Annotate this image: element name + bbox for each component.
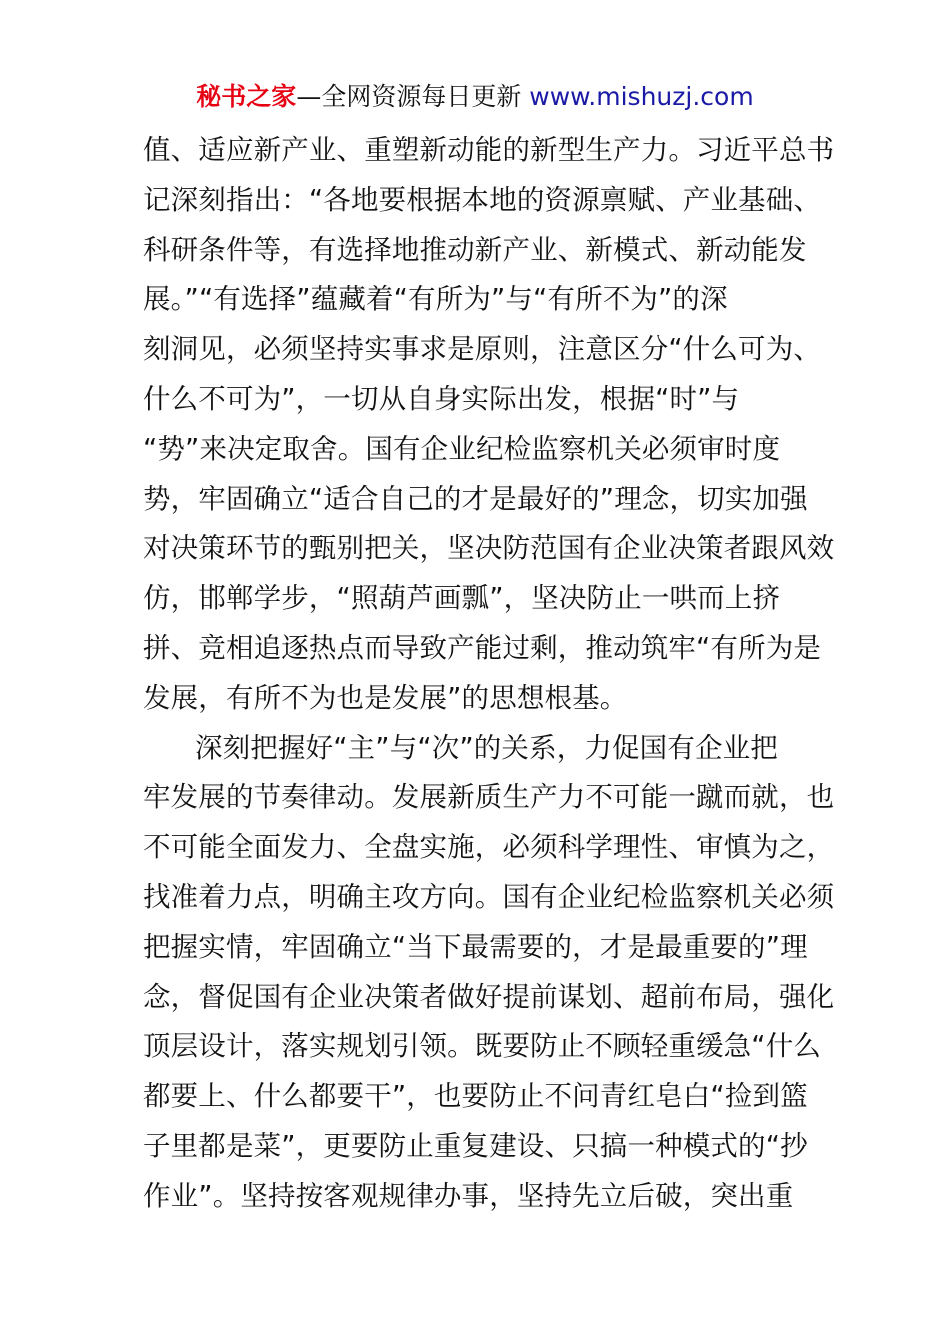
document-body — [143, 126, 835, 1222]
text-line: 值、适应新产业、重塑新动能的新型生产力。习近平总书 — [143, 134, 835, 166]
text-line: 子里都是菜”，更要防止重复建设、只搞一种模式的“抄 — [143, 1129, 808, 1162]
text-line: 科研条件等，有选择地推动新产业、新模式、新动能发 — [143, 233, 807, 266]
text-line: 找准着力点，明确主攻方向。国有企业纪检监察机关必须 — [143, 880, 835, 913]
text-line: 作业”。坚持按客观规律办事，坚持先立后破，突出重 — [143, 1179, 794, 1212]
text-line: 什么不可为”，一切从自身实际出发，根据“时”与 — [143, 382, 740, 415]
text-line: “势”来决定取舍。国有企业纪检监察机关必须审时度 — [143, 432, 781, 465]
text-line: 刻洞见，必须坚持实事求是原则，注意区分“什么可为、 — [143, 333, 821, 366]
text-line: 仿，邯郸学步，“照葫芦画瓢”，坚决防止一哄而上挤 — [143, 582, 781, 615]
text-line: 顶层设计，落实规划引领。既要防止不顾轻重缓急“什么 — [143, 1030, 821, 1063]
text-line: 念，督促国有企业决策者做好提前谋划、超前布局，强化 — [143, 980, 835, 1013]
text-line: 势，牢固确立“适合自己的才是最好的”理念，切实加强 — [143, 482, 808, 515]
text-line: 对决策环节的甄别把关，坚决防范国有企业决策者跟风效 — [143, 532, 835, 565]
site-header — [0, 80, 950, 114]
text-line: 展。”“有选择”蕴藏着“有所为”与“有所不为”的深 — [143, 283, 728, 316]
text-line: 都要上、什么都要干”，也要防止不问青红皂白“捡到篮 — [143, 1080, 808, 1113]
text-line: 牢发展的节奏律动。发展新质生产力不可能一蹴而就，也 — [143, 781, 835, 814]
site-brand: 秘书之家 — [196, 82, 297, 111]
paragraph-first-line: 深刻把握好“主”与“次”的关系，力促国有企业把 — [195, 731, 778, 764]
text-line: 拼、竞相追逐热点而导致产能过剩，推动筑牢“有所为是 — [143, 631, 821, 664]
site-url-link[interactable]: www.mishuzj.com — [529, 82, 754, 111]
text-line: 发展，有所不为也是发展”的思想根基。 — [143, 681, 628, 714]
text-line: 记深刻指出：“各地要根据本地的资源禀赋、产业基础、 — [143, 183, 821, 216]
site-tagline: —全网资源每日更新 — [296, 82, 530, 111]
text-line: 不可能全面发力、全盘实施，必须科学理性、审慎为之， — [143, 831, 835, 864]
text-line: 把握实情，牢固确立“当下最需要的，才是最重要的”理 — [143, 930, 808, 963]
